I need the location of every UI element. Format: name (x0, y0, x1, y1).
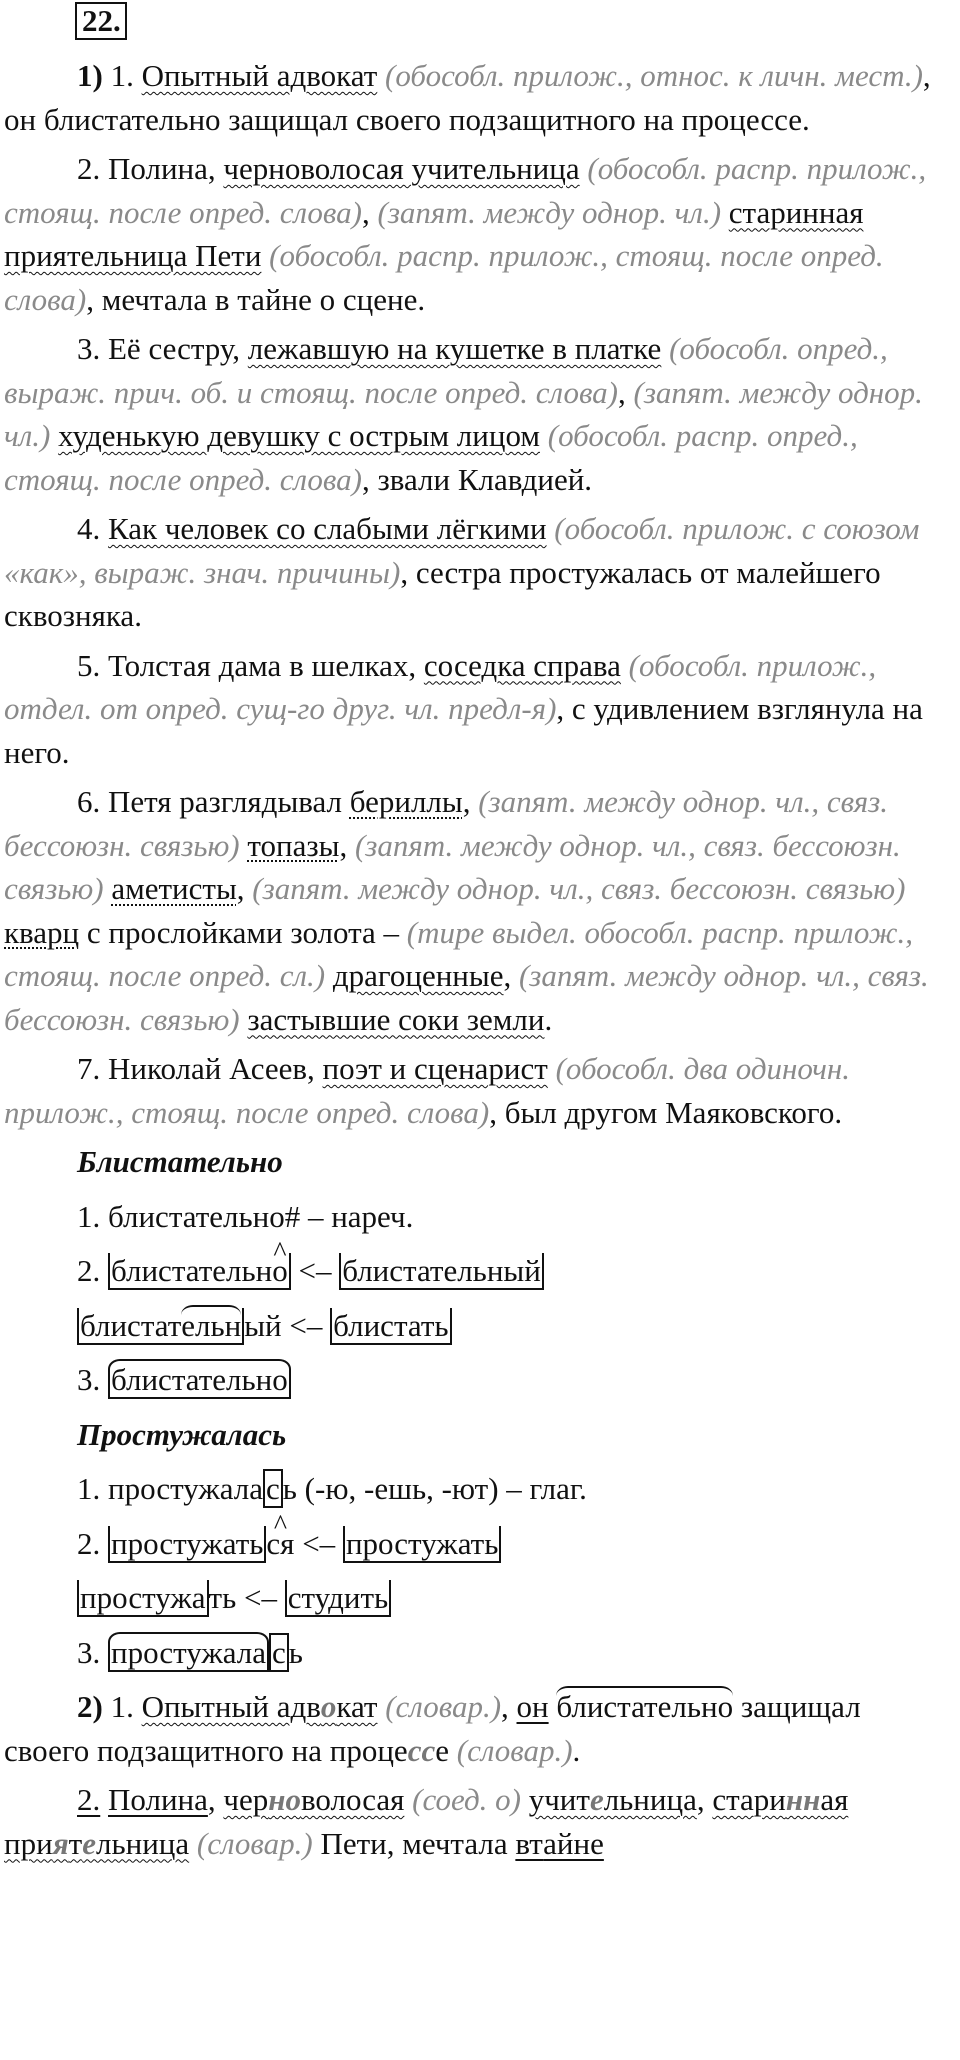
blist-base-bracket: блистательн^ о (108, 1253, 291, 1290)
blist-line-4: 3. блистательно (4, 1358, 950, 1402)
postfix-hat: ^ ся (266, 1526, 294, 1561)
highlight-letters: сс (407, 1732, 436, 1768)
prost-base-bracket: простужать (108, 1526, 266, 1563)
sentence-2: 2. Полина, черноволосая учительница (обособл. распр. прилож., стоящ. после опред. слова), (запят. между однор. чл.) старинная приятельница Пети (обособл. распр. прилож., стоящ. после опред. слова), мечтала в тайне о сцене. (4, 151, 927, 317)
s6-word-1: бериллы (349, 784, 463, 819)
ending-box: с (263, 1469, 283, 1508)
s6-word-4: кварц (4, 914, 80, 950)
prost-line-1: 1. простужалась (-ю, -ешь, -ют) – глаг. (77, 1471, 587, 1506)
blist-adj-bracket: блистательн (77, 1308, 244, 1345)
suffix-arc: ельн (181, 1305, 241, 1343)
prost-verb-bracket: простужа (77, 1580, 209, 1617)
blist-verb-bracket: блистать (330, 1308, 451, 1345)
sentence-4: 4. Как человек со слабыми лёгкими (обособл. прилож. с союзом «как», выраж. знач. причины), сестра простужалась от малейшего сквозняка. (4, 511, 920, 633)
sentence-3: 3. Её сестру, лежавшую на кушетке в платке (обособл. опред., выраж. прич. об. и стоящ. после опред. слова), (запят. между однор. чл.) худенькую девушку с острым лицом (обособл. распр. опред., стоящ. после опред. слова), звали Клавдией. (4, 331, 923, 497)
prost-morphemic-word: простужала (108, 1632, 269, 1672)
subject-polina: Полина (108, 1782, 208, 1817)
prost-root-bracket: студить (285, 1580, 392, 1617)
sentence-7: 7. Николай Асеев, поэт и сценарист (обособл. два одиночн. прилож., стоящ. после опред. слова), был другом Маяковского. (4, 1051, 851, 1130)
s3-phrase-1: лежавшую на кушетке в платке (247, 331, 662, 366)
blist-source-bracket: блистательный (339, 1253, 544, 1290)
prost-line-2: 2. простужать^ ся <– простужать (4, 1522, 950, 1566)
prost-heading: Простужалась (77, 1416, 287, 1452)
s7-phrase: поэт и сценарист (322, 1051, 548, 1086)
exercise-number: 22. (75, 2, 127, 40)
content (4, 54, 950, 1871)
prost-source-bracket: простужать (343, 1526, 501, 1563)
s6-word-2: топазы (247, 827, 340, 863)
s4-phrase: Как человек со слабыми лёгкими (108, 511, 547, 546)
s1-phrase: Опытный адвокат (141, 58, 378, 93)
prost-line-3: простужать <– студить (4, 1576, 950, 1620)
s6-word-6: застывшие соки земли (247, 1001, 545, 1037)
part2-label: 2) (77, 1689, 103, 1724)
sentence-1: 1) 1. Опытный адвокат (обособл. прилож., относ. к личн. мест.), он блистательно защищал своего подзащитного на процессе. (4, 58, 931, 137)
root-arc-word: блистательно (556, 1686, 733, 1724)
sentence-5: 5. Толстая дама в шелках, соседка справа (обособл. прилож., отдел. от опред. сущ-го друг. чл. предл-я), с удивлением взглянула на него. (4, 647, 923, 770)
blist-heading: Блистательно (77, 1144, 283, 1179)
s5-phrase: соседка справа (423, 647, 621, 683)
s2-phrase-1: черноволосая учительница (223, 151, 580, 186)
highlight-letter: о (320, 1689, 337, 1724)
part2-sentence-2: 2. Полина, черноволосая (соед. о) учительница, старинная приятельница (словар.) Пети, мечтала втайне (4, 1782, 849, 1861)
suffix-hat: ^ о (272, 1253, 288, 1288)
part2-sentence-1: 2) 1. Опытный адвокат (словар.), он блистательно защищал своего подзащитного на процессе (словар.). (4, 1685, 950, 1772)
blist-line-3: блистательный <– блистать (4, 1304, 950, 1348)
s6-word-3: аметисты (111, 871, 237, 906)
subject-word: он (516, 1689, 549, 1724)
sentence-6: 6. Петя разглядывал бериллы, (запят. между однор. чл., связ. бессоюзн. связью) топазы, (запят. между однор. чл., связ. бессоюзн. связью) аметисты, (запят. между однор. чл., связ. бессоюзн. связью) кварц с прослойками золота – (тире выдел. обособл. распр. прилож., стоящ. после опред. сл.) драгоценные, (запят. между однор. чл., связ. бессоюзн. связью) застывшие соки земли. (4, 784, 929, 1037)
part1-label: 1) (77, 58, 103, 93)
blist-line-1: 1. блистательно# – нареч. (77, 1198, 414, 1234)
blist-line-2: 2. блистательн^ о <– блистательный (4, 1249, 950, 1293)
s6-word-5: драгоценные (332, 958, 504, 993)
s1-note: (обособл. прилож., относ. к личн. мест.) (385, 58, 923, 93)
blist-morphemic-word: блистательно (108, 1359, 291, 1399)
s2-phrase-2: старинная приятельница Пети (4, 194, 864, 273)
s3-phrase-2: худенькую девушку с острым лицом (58, 418, 540, 453)
ending-box-2: с (269, 1633, 289, 1672)
prost-line-4: 3. простужала сь (4, 1631, 950, 1675)
